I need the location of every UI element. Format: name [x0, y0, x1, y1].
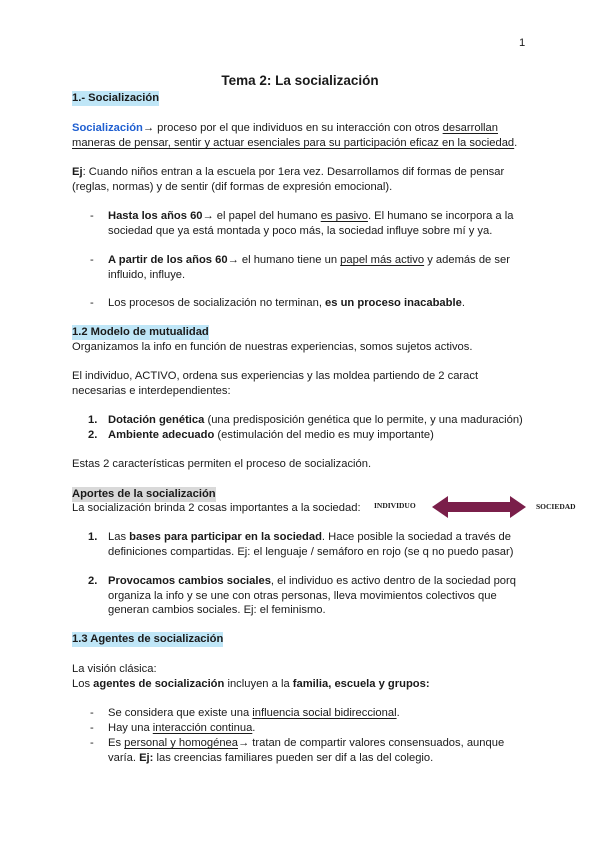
paragraph-individuo-line-2: necesarias e interdependientes:: [72, 385, 231, 397]
agentes-text-2: incluyen a la: [224, 678, 293, 690]
agentes-bold: agentes de socialización: [93, 678, 225, 690]
bullet-dash: -: [90, 737, 94, 749]
bullet-text: → el papel del humano: [202, 210, 321, 222]
bullet-bidireccional: [108, 706, 400, 721]
bullet-personal: [108, 736, 504, 751]
paragraph-individuo-line-1: El individuo, ACTIVO, ordena sus experiencias y las moldea partiendo de 2 caract: [72, 370, 479, 382]
bullet-interaccion: [108, 721, 255, 736]
aporte-cambios-line-3: generan cambios sociales. Ej: el feminismo.: [108, 604, 326, 616]
example-text: : Cuando niños entran a la escuela por 1era vez. Desarrollamos dif formas de pensar: [82, 166, 505, 178]
bullet-text: Los procesos de socialización no terminan,: [108, 297, 326, 309]
list-item-bold: Ambiente adecuado: [108, 429, 215, 441]
bullet-bold: es un proceso inacabable: [325, 297, 462, 309]
double-arrow-icon: [432, 495, 526, 519]
bullet-dash: -: [90, 297, 94, 309]
bullet-text: varía.: [108, 752, 140, 764]
paragraph-organizamos: Organizamos la info en función de nuestras experiencias, somos sujetos activos.: [72, 341, 473, 353]
definition-end: .: [514, 137, 518, 149]
list-number: 2.: [88, 575, 98, 587]
bullet-bold: A partir de los años 60: [108, 254, 228, 266]
bullet-dash: -: [90, 707, 94, 719]
aporte-cambios: [108, 574, 516, 589]
bullet-end: .: [396, 707, 400, 719]
bullet-personal-line-2: [108, 751, 433, 766]
bullet-end: .: [252, 722, 256, 734]
list-item-ambiente: [108, 428, 434, 443]
bullet-a-partir-60-line-2: influido, influye.: [108, 269, 186, 281]
agentes-bold-2: familia, escuela y grupos:: [292, 678, 430, 690]
bullet-bold: Hasta los años 60: [108, 210, 203, 222]
definition-text: proceso por el que individuos en su interacción con otros: [154, 122, 443, 134]
diagram-label-individuo: INDIVIDUO: [374, 501, 416, 510]
bullet-text: Se considera que existe una: [108, 707, 253, 719]
list-item-text: (estimulación del medio es muy importante): [214, 429, 434, 441]
bullet-text: Es: [108, 737, 125, 749]
aporte-bold: bases para participar en la sociedad: [129, 531, 322, 543]
bullet-hasta-60-line-2: sociedad que ya está montada y poco más, la sociedad influye sobre mí y ya.: [108, 225, 493, 237]
bullet-dash: -: [90, 722, 94, 734]
aporte-bases-line-2: definiciones compartidas. Ej: el lenguaje / semáforo en rojo (se q no puedo pasar): [108, 546, 514, 558]
paragraph-aportes-intro: La socialización brinda 2 cosas importantes a la sociedad:: [72, 502, 361, 514]
page-title: Tema 2: La socialización: [221, 73, 379, 88]
aporte-bases: [108, 530, 511, 545]
example-line-2: (reglas, normas) y de sentir (dif formas de expresión emocional).: [72, 181, 393, 193]
section-heading-aportes: Aportes de la socialización: [72, 488, 216, 500]
bullet-dash: -: [90, 254, 94, 266]
bullet-procesos: [108, 296, 465, 311]
bullet-text-2: y además de ser: [424, 254, 510, 266]
agentes-text: Los: [72, 678, 94, 690]
aporte-text: , el individuo es activo dentro de la sociedad porq: [270, 575, 516, 587]
bullet-underlined: interacción continua: [152, 722, 253, 734]
list-number: 1.: [88, 414, 98, 426]
bullet-underlined: papel más activo: [340, 254, 425, 266]
bullet-bold: Ej:: [139, 752, 154, 764]
definition-term: Socialización: [72, 122, 143, 134]
paragraph-agentes: [72, 677, 430, 692]
list-number: 2.: [88, 429, 98, 441]
bullet-underlined: personal y homogénea: [124, 737, 238, 749]
bullet-underlined: influencia social bidireccional: [252, 707, 397, 719]
list-item-bold: Dotación genética: [108, 414, 205, 426]
bullet-text-2: . El humano se incorpora a la: [367, 210, 514, 222]
list-number: 1.: [88, 531, 98, 543]
page-number: 1: [519, 37, 526, 49]
arrow-glyph: →: [142, 122, 155, 134]
bullet-underlined: es pasivo: [320, 210, 368, 222]
bullet-dash: -: [90, 210, 94, 222]
definition-underlined: desarrollan: [442, 122, 498, 134]
list-item-text: (una predisposición genética que lo permite, y una maduración): [204, 414, 523, 426]
aporte-text-2: . Hace posible la sociedad a través de: [321, 531, 511, 543]
paragraph-estas-2: Estas 2 características permiten el proceso de socialización.: [72, 458, 372, 470]
bullet-text-2: las creencias familiares pueden ser dif a las del colegio.: [153, 752, 434, 764]
aporte-text: Las: [108, 531, 130, 543]
example-line-1: [72, 165, 504, 180]
section-heading-socializacion: 1.- Socialización: [72, 92, 160, 104]
section-heading-mutualidad: 1.2 Modelo de mutualidad: [72, 326, 209, 338]
bullet-text: → el humano tiene un: [227, 254, 341, 266]
example-label: Ej: [72, 166, 83, 178]
bullet-text-2: → tratan de compartir valores consensuados, aunque: [238, 737, 505, 749]
list-item-dotacion: [108, 413, 523, 428]
bullet-text: Hay una: [108, 722, 153, 734]
aporte-bold: Provocamos cambios sociales: [108, 575, 271, 587]
section-heading-agentes: 1.3 Agentes de socialización: [72, 633, 224, 645]
bullet-a-partir-60: [108, 253, 510, 268]
definition-line-1: [72, 121, 498, 136]
aporte-cambios-line-2: organiza la info y se une con otras personas, lleva movimientos colectivos que: [108, 590, 497, 602]
bullet-end: .: [461, 297, 465, 309]
paragraph-vision-clasica: La visión clásica:: [72, 663, 157, 675]
definition-line-2: [72, 136, 517, 151]
definition-underlined-2: maneras de pensar, sentir y actuar esenciales para su participación eficaz en la sociedad: [72, 137, 515, 149]
diagram-label-sociedad: SOCIEDAD: [536, 502, 576, 511]
bullet-hasta-60: [108, 209, 513, 224]
